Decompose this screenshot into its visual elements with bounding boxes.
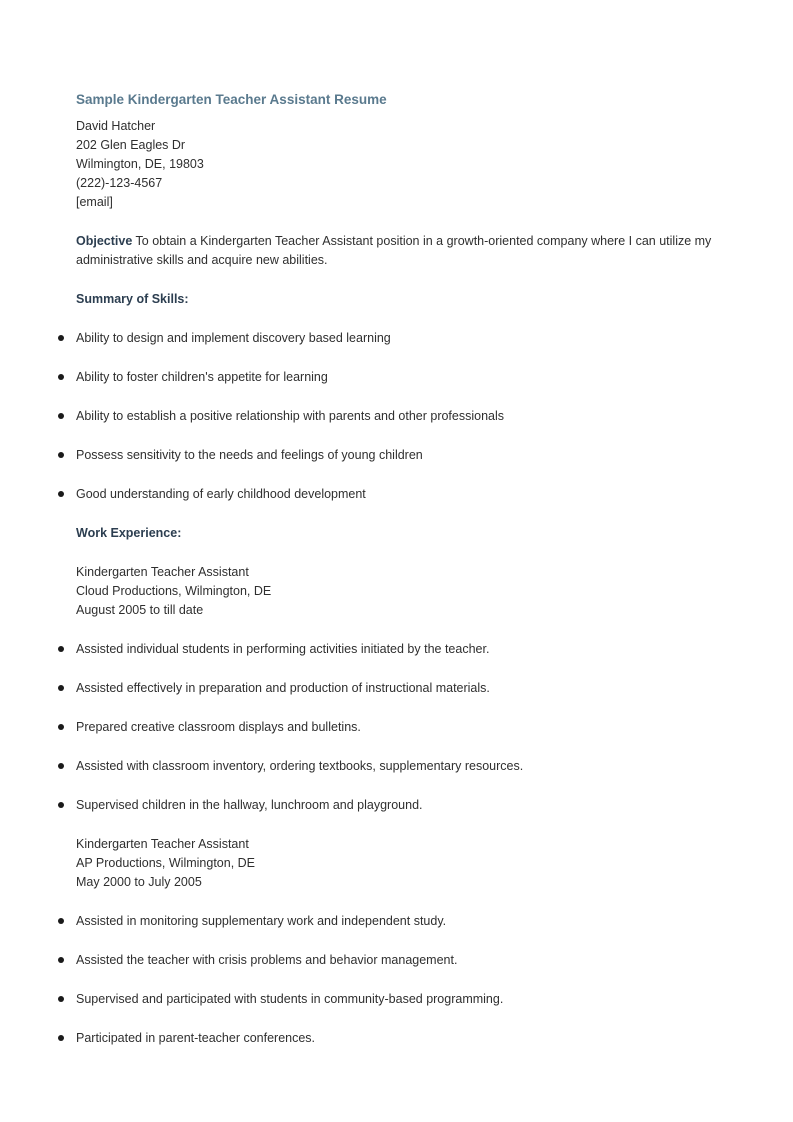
bullet-icon <box>58 996 64 1002</box>
skill-text: Ability to foster children's appetite for learning <box>76 370 328 384</box>
duty-text: Supervised children in the hallway, lunchroom and playground. <box>76 798 423 812</box>
bullet-icon <box>58 763 64 769</box>
list-item <box>76 757 716 776</box>
spacer <box>76 543 716 563</box>
contact-email: [email] <box>76 195 113 209</box>
job-company: AP Productions, Wilmington, DE <box>76 856 256 870</box>
list-item <box>76 329 716 348</box>
list-item <box>76 718 716 737</box>
objective-label: Objective <box>76 234 133 248</box>
job-dates: August 2005 to till date <box>76 603 204 617</box>
bullet-icon <box>58 957 64 963</box>
skills-list <box>76 329 716 504</box>
job-2-duties <box>76 912 716 1048</box>
spacer <box>76 270 716 290</box>
contact-street: 202 Glen Eagles Dr <box>76 138 186 152</box>
bullet-icon <box>58 374 64 380</box>
job-header-1 <box>76 563 716 620</box>
bullet-icon <box>58 802 64 808</box>
job-dates: May 2000 to July 2005 <box>76 875 202 889</box>
duty-text: Assisted the teacher with crisis problems and behavior management. <box>76 953 458 967</box>
list-item <box>76 485 716 504</box>
experience-heading: Work Experience: <box>76 526 182 540</box>
list-item <box>76 640 716 659</box>
duty-text: Participated in parent-teacher conferences. <box>76 1031 316 1045</box>
bullet-icon <box>58 646 64 652</box>
list-item <box>76 368 716 387</box>
contact-block <box>76 117 716 212</box>
list-item <box>76 446 716 465</box>
skill-text: Ability to establish a positive relationship with parents and other professionals <box>76 409 505 423</box>
bullet-icon <box>58 1035 64 1041</box>
job-company: Cloud Productions, Wilmington, DE <box>76 584 272 598</box>
spacer <box>76 504 716 524</box>
duty-text: Assisted effectively in preparation and production of instructional materials. <box>76 681 490 695</box>
duty-text: Prepared creative classroom displays and bulletins. <box>76 720 361 734</box>
duty-text: Assisted individual students in performing activities initiated by the teacher. <box>76 642 490 656</box>
spacer <box>76 309 716 329</box>
list-item <box>76 1029 716 1048</box>
spacer <box>76 892 716 912</box>
job-header-2 <box>76 835 716 892</box>
list-item <box>76 407 716 426</box>
bullet-icon <box>58 452 64 458</box>
objective-text: To obtain a Kindergarten Teacher Assistant position in a growth-oriented company where I can utilize my administrative skills and acquire new abilities. <box>76 234 712 267</box>
list-item <box>76 951 716 970</box>
list-item <box>76 912 716 931</box>
duty-text: Supervised and participated with students in community-based programming. <box>76 992 504 1006</box>
bullet-icon <box>58 491 64 497</box>
contact-phone: (222)-123-4567 <box>76 176 163 190</box>
bullet-icon <box>58 413 64 419</box>
list-item <box>76 679 716 698</box>
bullet-icon <box>58 685 64 691</box>
bullet-icon <box>58 918 64 924</box>
resume-content <box>76 90 716 1048</box>
list-item <box>76 990 716 1009</box>
job-title: Kindergarten Teacher Assistant <box>76 565 249 579</box>
skill-text: Good understanding of early childhood development <box>76 487 366 501</box>
document-title: Sample Kindergarten Teacher Assistant Resume <box>76 92 387 107</box>
spacer <box>76 815 716 835</box>
skill-text: Possess sensitivity to the needs and feelings of young children <box>76 448 423 462</box>
spacer <box>76 212 716 232</box>
contact-name: David Hatcher <box>76 119 156 133</box>
spacer <box>76 620 716 640</box>
skill-text: Ability to design and implement discovery based learning <box>76 331 391 345</box>
bullet-icon <box>58 724 64 730</box>
job-1-duties <box>76 640 716 815</box>
contact-city: Wilmington, DE, 19803 <box>76 157 204 171</box>
objective-paragraph <box>76 232 716 270</box>
duty-text: Assisted with classroom inventory, ordering textbooks, supplementary resources. <box>76 759 524 773</box>
bullet-icon <box>58 335 64 341</box>
duty-text: Assisted in monitoring supplementary work and independent study. <box>76 914 447 928</box>
list-item <box>76 796 716 815</box>
job-title: Kindergarten Teacher Assistant <box>76 837 249 851</box>
skills-heading: Summary of Skills: <box>76 292 189 306</box>
